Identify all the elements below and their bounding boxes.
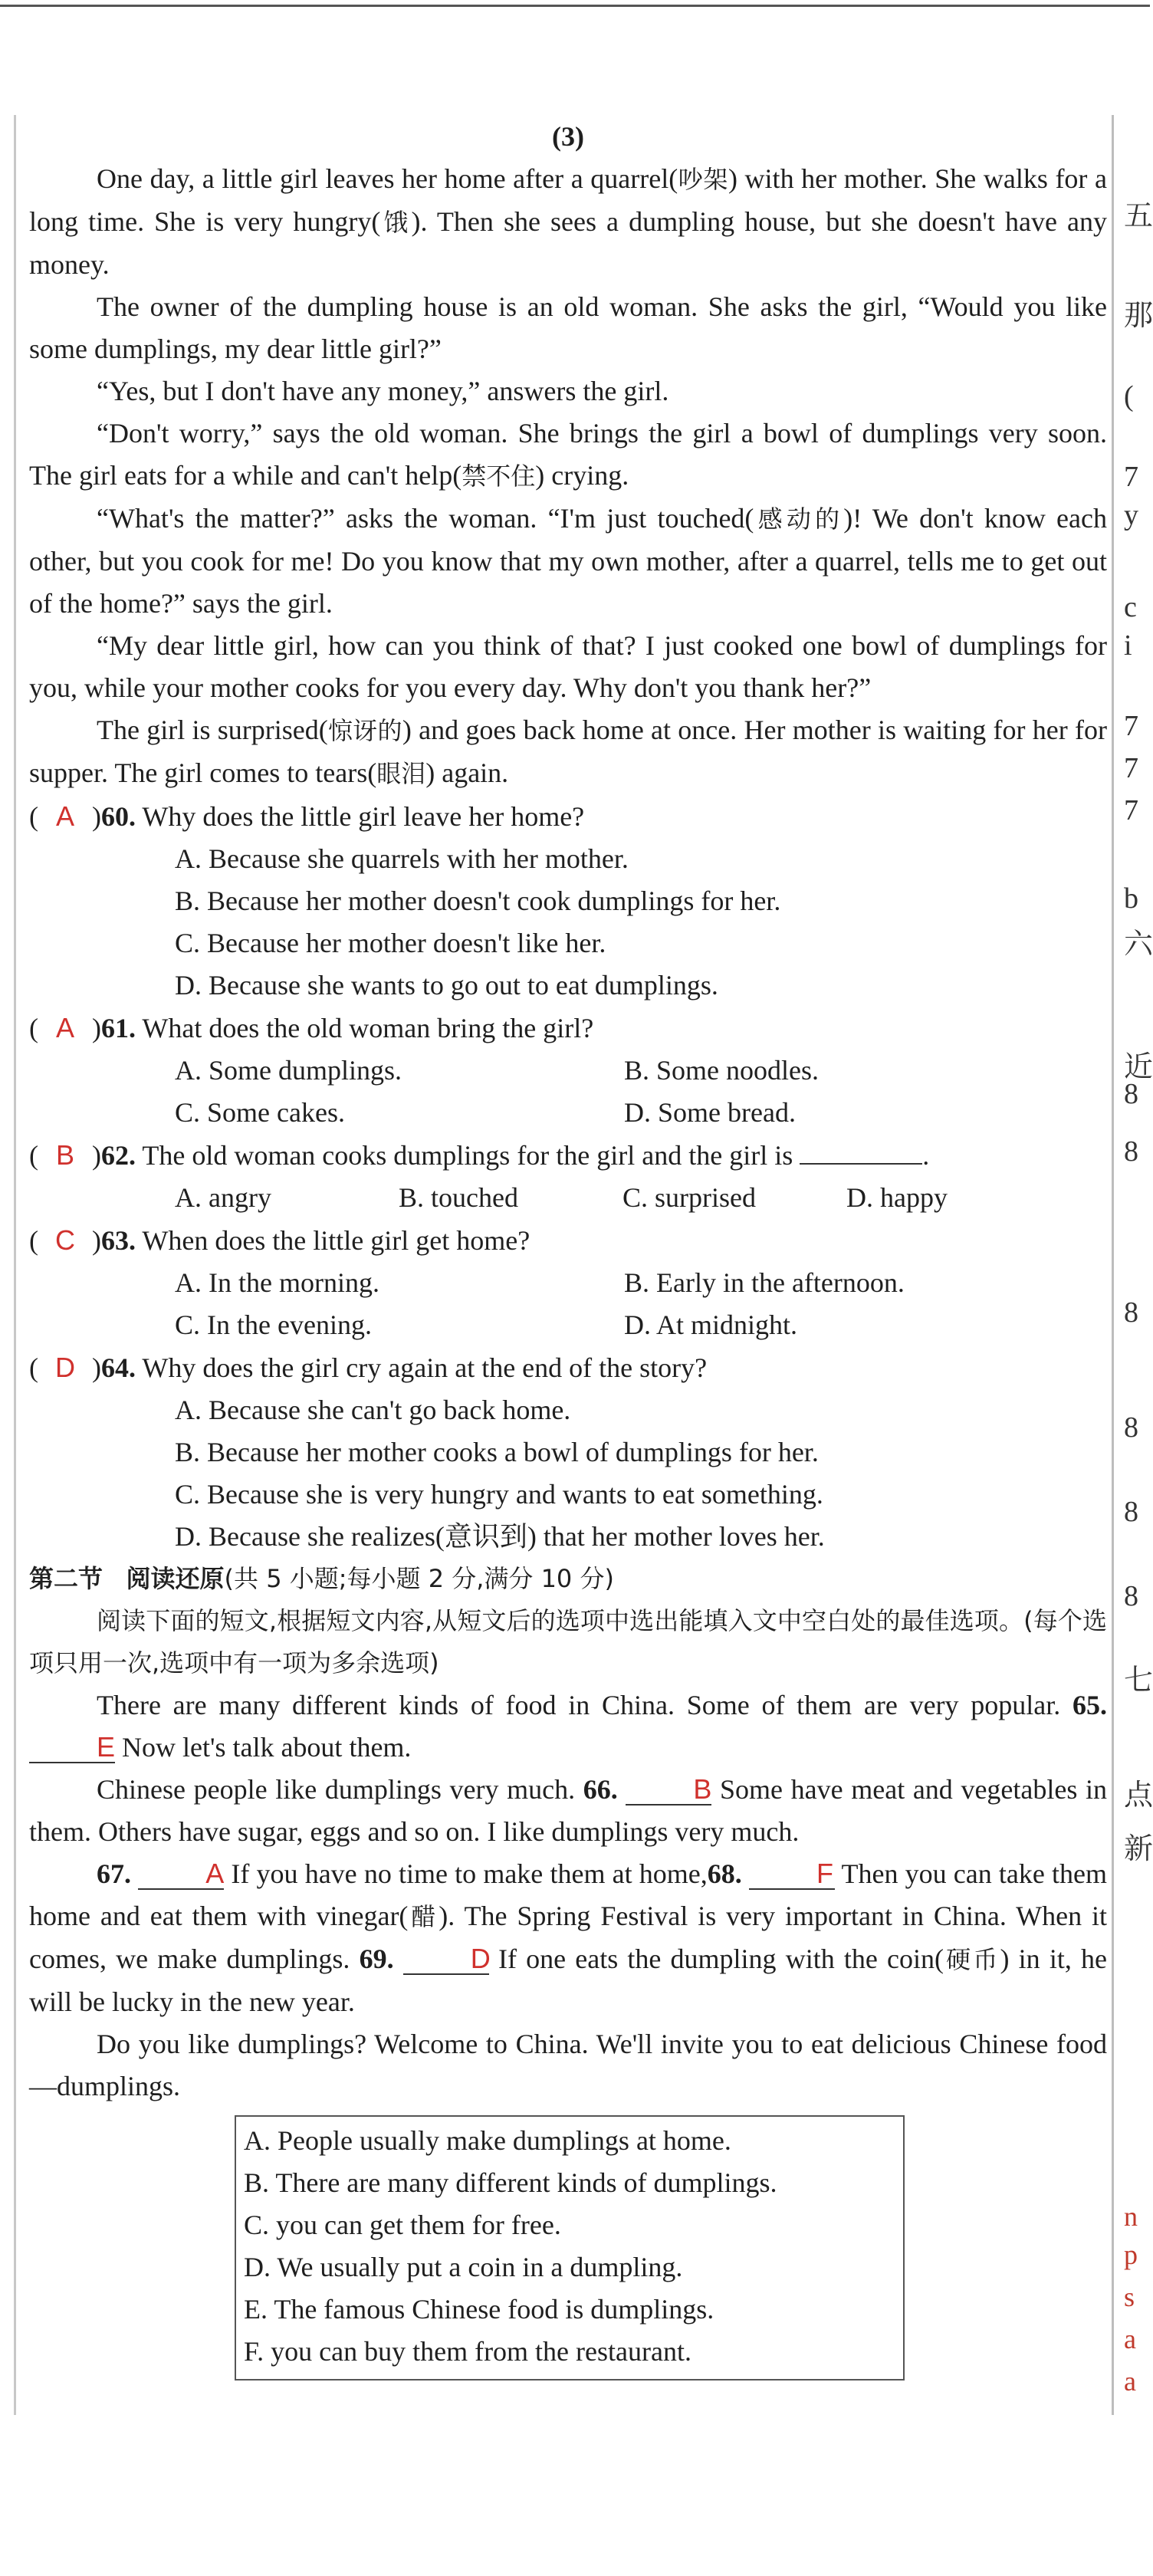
option-box-item: E. The famous Chinese food is dumplings. (244, 2294, 714, 2325)
option-row (29, 1050, 1107, 1092)
margin-fragment: 8 (1124, 1296, 1138, 1329)
answer-blank (800, 1138, 922, 1165)
option: A. In the morning. (175, 1267, 379, 1298)
margin-fragment: 7 (1124, 794, 1138, 826)
cloze-paragraph: There are many different kinds of food in China. Some of them are very popular. 65. E Now let's talk about them. (29, 1684, 1107, 1769)
margin-fragment: 那 (1124, 300, 1153, 332)
margin-fragment: 七 (1124, 1664, 1153, 1697)
option-box-item: F. you can buy them from the restaurant. (244, 2336, 691, 2367)
answer-mark: B (55, 1139, 74, 1171)
answer-mark: D (55, 1352, 75, 1383)
answer-mark: A (55, 800, 74, 832)
option-box-item: A. People usually make dumplings at home. (244, 2125, 731, 2156)
section-heading: 第二节 阅读还原(共 5 小题;每小题 2 分,满分 10 分) (29, 1564, 614, 1593)
option: B. Early in the afternoon. (624, 1267, 905, 1298)
cloze-paragraph: Chinese people like dumplings very much. 66. B Some have meat and vegetables in them. Others have sugar, eggs and so on. I like dumplings very much. (29, 1773, 1108, 1847)
passage-paragraph: The owner of the dumpling house is an old woman. She asks the girl, “Would you like some dumplings, my dear little girl?” (29, 291, 1107, 364)
question-64: ( D )64. Why does the girl cry again at the end of the story? (29, 1346, 1107, 1389)
passage-paragraph: “My dear little girl, how can you think of that? I just cooked one bowl of dumplings for you, while your mother cooks for you every day. Why don't you thank her?” (29, 630, 1107, 703)
margin-fragment: i (1124, 629, 1132, 662)
column-divider (1112, 115, 1114, 2415)
passage-paragraph: One day, a little girl leaves her home after a quarrel(吵架) with her mother. She walks for a long time. She is very hungry(饿). Then she sees a dumpling house, but she doesn't have any money. (29, 163, 1107, 280)
passage-paragraph: “What's the matter?” asks the woman. “I'm just touched(感动的)! We don't know each other, but you cook for me! Do you know that my own mother, after a quarrel, tells me to get out of the home?” says the girl. (29, 503, 1107, 619)
option-row (29, 1262, 1107, 1304)
question-60: ( A )60. Why does the little girl leave her home? (29, 795, 1107, 838)
answer-blank: D (403, 1944, 489, 1975)
option-box-item: C. you can get them for free. (244, 2210, 561, 2240)
option: D. Because she realizes(意识到) that her mother loves her. (175, 1521, 825, 1552)
margin-fragment: s (1124, 2282, 1135, 2312)
option: D. happy (846, 1182, 948, 1213)
passage-paragraph: The girl is surprised(惊讶的) and goes back home at once. Her mother is waiting for her for supper. The girl comes to tears(眼泪) again. (29, 715, 1107, 788)
option: B. Some noodles. (624, 1055, 820, 1086)
option: A. Because she quarrels with her mother. (175, 843, 629, 874)
margin-fragment: 新 (1124, 1833, 1153, 1865)
question-63: ( C )63. When does the little girl get home? (29, 1219, 1107, 1262)
option: A. Because she can't go back home. (175, 1395, 571, 1425)
answer-blank: A (138, 1859, 224, 1890)
margin-fragment: 六 (1124, 928, 1153, 961)
question-62: ( B )62. The old woman cooks dumplings for the girl and the girl is . (29, 1134, 1107, 1177)
margin-fragment: a (1124, 2324, 1136, 2354)
option: C. Because she is very hungry and wants to eat something. (175, 1479, 823, 1510)
option: C. In the evening. (175, 1309, 372, 1340)
margin-fragment: n (1124, 2201, 1138, 2232)
option: B. touched (399, 1182, 518, 1213)
left-margin-rule (14, 115, 16, 2415)
margin-fragment: 五 (1124, 200, 1153, 232)
margin-fragment: 8 (1124, 1135, 1138, 1168)
margin-fragment: a (1124, 2366, 1136, 2397)
option: C. surprised (622, 1182, 756, 1213)
margin-fragment: 8 (1124, 1078, 1138, 1110)
option: A. Some dumplings. (175, 1055, 402, 1086)
answer-blank: B (626, 1775, 711, 1806)
margin-fragment: c (1124, 591, 1137, 623)
option: B. Because her mother cooks a bowl of dumplings for her. (175, 1437, 819, 1467)
passage-paragraph: “Don't worry,” says the old woman. She brings the girl a bowl of dumplings very soon. The girl eats for a while and can't help(禁不住) crying. (29, 418, 1107, 491)
option-row (29, 1304, 1107, 1346)
margin-fragment: 7 (1124, 461, 1138, 493)
main-column (29, 115, 1107, 2380)
option-box-item: B. There are many different kinds of dumplings. (244, 2167, 777, 2198)
passage-paragraph: “Yes, but I don't have any money,” answers the girl. (97, 376, 669, 406)
option: B. Because her mother doesn't cook dumplings for her. (175, 886, 781, 916)
option: D. Because she wants to go out to eat dumplings. (175, 970, 718, 1001)
option-row (29, 1177, 1107, 1219)
margin-fragment: y (1124, 499, 1138, 531)
answer-mark: A (55, 1012, 74, 1043)
margin-fragment: 8 (1124, 1411, 1138, 1444)
answer-blank: E (29, 1733, 115, 1763)
option-row (29, 1092, 1107, 1134)
question-61: ( A )61. What does the old woman bring the girl? (29, 1007, 1107, 1050)
margin-fragment: 近 (1124, 1051, 1153, 1083)
section-number: (3) (552, 121, 584, 152)
margin-fragment: 7 (1124, 710, 1138, 742)
margin-fragment: 7 (1124, 752, 1138, 784)
cloze-paragraph: Do you like dumplings? Welcome to China. We'll invite you to eat delicious Chinese food—dumplings. (29, 2029, 1107, 2101)
options-box (235, 2115, 905, 2380)
option-box-item: D. We usually put a coin in a dumpling. (244, 2252, 683, 2282)
margin-fragment: 8 (1124, 1496, 1138, 1528)
margin-fragment: p (1124, 2239, 1138, 2270)
answer-blank: F (749, 1859, 835, 1890)
option: C. Some cakes. (175, 1097, 345, 1128)
margin-fragment: ( (1124, 380, 1134, 412)
adjacent-page-fragment (1121, 0, 1153, 2576)
option: A. angry (175, 1182, 271, 1213)
section-instructions: 阅读下面的短文,根据短文内容,从短文后的选项中选出能填入文中空白处的最佳选项。(每个选项只用一次,选项中有一项为多余选项) (29, 1606, 1107, 1677)
cloze-paragraph: 67. A If you have no time to make them at home,68. F Then you can take them home and eat them with vinegar(醋). The Spring Festival is very important in China. When it comes, we make dumplings. 69. D If one eats the dumpling with the coin(硬币) in it, he will be lucky in the new year. (29, 1858, 1108, 2017)
margin-fragment: 8 (1124, 1580, 1138, 1612)
margin-fragment: 点 (1124, 1779, 1153, 1812)
option: D. At midnight. (624, 1309, 798, 1340)
option: C. Because her mother doesn't like her. (175, 928, 606, 958)
top-border (0, 5, 1150, 7)
answer-mark: C (55, 1224, 75, 1256)
option: D. Some bread. (624, 1097, 796, 1128)
margin-fragment: b (1124, 882, 1138, 915)
